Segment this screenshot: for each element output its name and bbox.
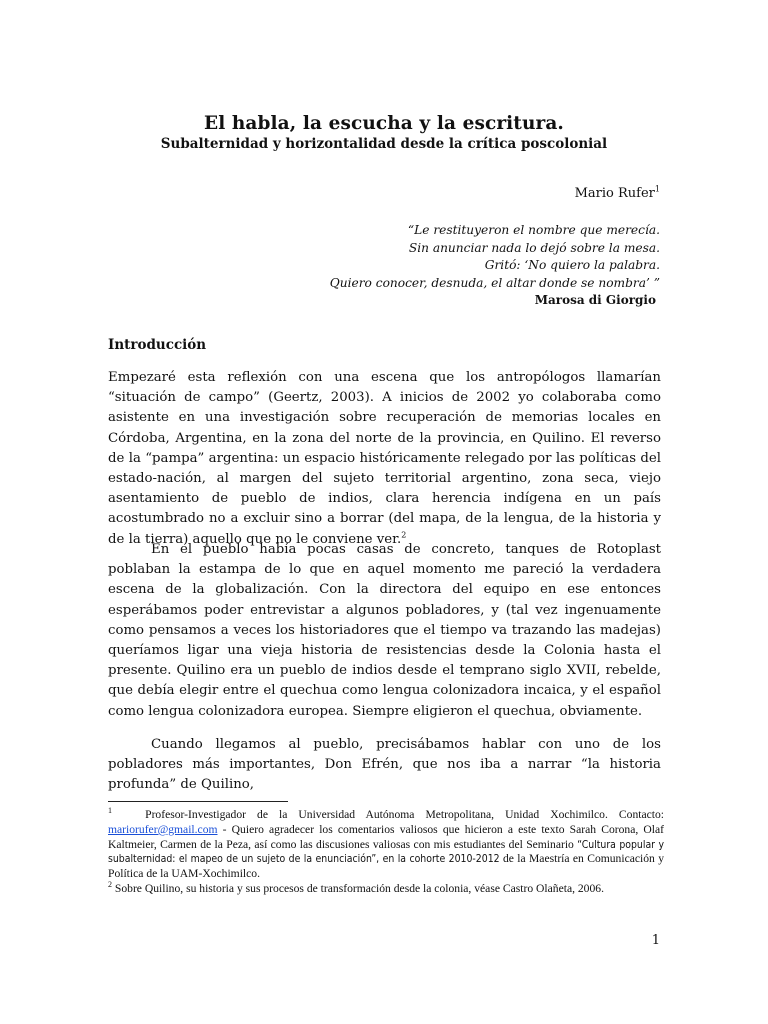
epigraph-line: Gritó: ‘No quiero la palabra. [484, 258, 660, 273]
footnote-ref-2[interactable]: 2 [401, 530, 407, 540]
author-text: Mario Rufer [574, 186, 655, 201]
footnote-1-number: 1 [108, 806, 112, 816]
footnote-1-text-a: Profesor-Investigador de la Universidad Autónoma Metropolitana, Unidad Xochimilco. Contacto: [145, 808, 664, 821]
footnote-separator [108, 801, 288, 802]
epigraph-line: Quiero conocer, desnuda, el altar donde se nombra’ ” [329, 275, 660, 290]
epigraph [330, 222, 660, 310]
paragraph-3: Cuando llegamos al pueblo, precisábamos hablar con uno de los pobladores más importantes, Don Efrén, que nos iba a narrar “la historia profunda” de Quilino, [108, 737, 661, 793]
epigraph-attribution: Marosa di Giorgio [534, 293, 656, 308]
section-heading: Introducción [108, 337, 207, 353]
paragraph-2: En el pueblo había pocas casas de concreto, tanques de Rotoplast poblaban la estampa de lo que en aquel momento me pareció la verdadera escena de la globalización. Con la directora del equipo en ese entonces esperábamos poder entrevistar a algunos pobladores, y (tal vez ingenuamente como pensamos a veces los historiadores que el tiempo va trazando las madejas) queríamos ligar una vieja historia de resistencias desde la Colonia hasta el presente. Quilino era un pueblo de indios desde el temprano siglo XVII, rebelde, que debía elegir entre el quechua como lengua colonizadora incaica, y el español como lengua colonizadora europea. Siempre eligieron el quechua, obviamente. [108, 542, 661, 719]
page-number: 1 [651, 933, 660, 948]
author-name [575, 186, 660, 201]
footnote-ref-1[interactable]: 1 [654, 184, 660, 194]
epigraph-line: Sin anunciar nada lo dejó sobre la mesa. [408, 240, 660, 255]
footnote-1-text-b: - Quiero agradecer los comentarios valiosos que hicieron a este texto Sarah Corona, Olaf Kaltmeier, Carmen de la Peza, así como las discusiones valiosas con mis estudiantes del Seminario [108, 822, 664, 851]
epigraph-line: “Le restituyeron el nombre que merecía. [407, 223, 660, 237]
footnote-1-seminar: “Cultura popular y subalternidad: el mapeo de un sujeto de la enunciación”, en la cohorte 2010-2012 [108, 838, 664, 866]
email-link[interactable]: mariorufer@gmail.com [108, 822, 218, 836]
footnote-1 [108, 808, 664, 882]
footnotes [108, 808, 664, 897]
footnote-2-text: Sobre Quilino, su historia y sus procesos de transformación desde la colonia, véase Castro Olañeta, 2006. [112, 881, 604, 895]
document-subtitle: Subalternidad y horizontalidad desde la crítica poscolonial [160, 136, 608, 152]
document-title: El habla, la escucha y la escritura. [204, 113, 564, 134]
footnote-1-text-c: de la Maestría en Comunicación y Política de la UAM-Xochimilco. [108, 852, 664, 881]
footnote-2 [108, 882, 664, 897]
paragraph-1-text: Empezaré esta reflexión con una escena que los antropólogos llamarían “situación de campo” (Geertz, 2003). A inicios de 2002 yo colaboraba como asistente en una investigación sobre recuperación de memorias locales en Córdoba, Argentina, en la zona del norte de la provincia, en Quilino. El reverso de la “pampa” argentina: un espacio históricamente relegado por las políticas del estado-nación, al margen del sujeto territorial argentino, zona seca, viejo asentamiento de pueblo de indios, clara herencia indígena en un país acostumbrado no a excluir sino a borrar (del mapa, de la lengua, de la historia y de la tierra) aquello que no le conviene ver. [108, 370, 661, 547]
paragraph-1 [108, 368, 661, 550]
footnote-2-number: 2 [108, 880, 112, 890]
